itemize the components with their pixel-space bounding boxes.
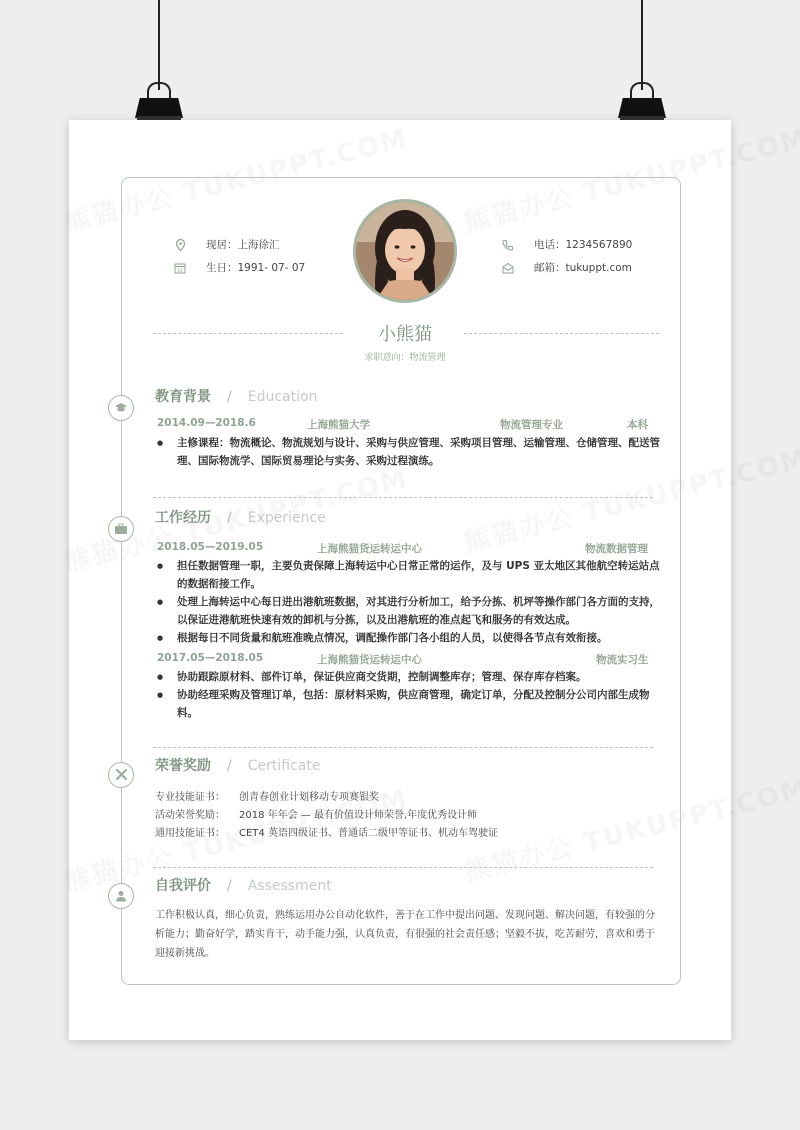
job-company: 上海熊猫货运转运中心	[317, 543, 422, 555]
phone-info	[502, 237, 632, 252]
certificate-row	[155, 806, 477, 821]
title-slash: /	[227, 878, 232, 894]
birth-value: 1991- 07- 07	[237, 261, 306, 274]
title-slash: /	[227, 389, 232, 405]
certificate-title: 荣誉奖励	[155, 758, 211, 774]
education-title-en: Education	[247, 389, 318, 405]
svg-text:31: 31	[177, 268, 183, 274]
email-value: tukuppt.com	[565, 261, 632, 274]
education-bullets	[155, 434, 660, 470]
mail-icon	[502, 262, 514, 274]
section-divider	[153, 747, 653, 748]
section-icon-assessment	[108, 883, 134, 909]
person-icon	[115, 887, 127, 906]
resume-paper	[69, 120, 731, 1040]
location-label: 现居：	[206, 239, 238, 251]
hanging-wire-left	[158, 0, 160, 90]
hanging-wire-right	[641, 0, 643, 90]
certificate-row	[155, 824, 498, 839]
job-position: 物流数据管理	[585, 543, 648, 555]
education-major: 物流管理专业	[500, 419, 563, 431]
certificate-title-en: Certificate	[247, 758, 321, 774]
assessment-title: 自我评价	[155, 878, 211, 894]
education-title: 教育背景	[155, 389, 211, 405]
tools-icon	[115, 766, 128, 785]
experience-title-en: Experience	[247, 510, 326, 526]
briefcase-icon	[114, 520, 128, 539]
calendar-icon	[174, 262, 186, 274]
job-bullets	[155, 668, 660, 722]
header-divider-right	[464, 333, 659, 334]
phone-label: 电话：	[534, 239, 566, 251]
birth-info	[174, 260, 305, 275]
phone-value: 1234567890	[565, 238, 633, 251]
candidate-name: 小熊猫	[378, 324, 432, 345]
profile-photo	[353, 199, 457, 303]
email-info	[502, 260, 632, 275]
section-title-assessment	[155, 875, 332, 895]
birth-label: 生日：	[206, 262, 238, 274]
job-intent: 求职意向：物流管理	[364, 353, 446, 363]
email-label: 邮箱：	[534, 262, 566, 274]
section-title-certificate	[155, 755, 320, 775]
job-date: 2018.05—2019.05	[157, 541, 264, 553]
education-degree: 本科	[627, 419, 648, 431]
certificate-value: CET4 英语四级证书、普通话二级甲等证书、机动车驾驶证	[239, 828, 498, 839]
assessment-title-en: Assessment	[247, 878, 332, 894]
certificate-value: 创青春创业计划移动专项赛银奖	[239, 792, 379, 803]
section-title-education	[155, 386, 317, 406]
certificate-label: 通用技能证书：	[155, 828, 225, 839]
certificate-label: 活动荣誉奖励：	[155, 810, 225, 821]
section-icon-certificate	[108, 762, 134, 788]
list-item: ● 担任数据管理一职，主要负责保障上海转运中心日常正常的运作，及与 UPS 亚太地区其他航空转运站点的数据衔接工作。	[155, 557, 660, 593]
list-item: ● 主修课程：物流概论、物流规划与设计、采购与供应管理、采购项目管理、运输管理、仓储管理、配送管理、国际物流学、国际贸易理论与实务、采购过程演练。	[155, 434, 660, 470]
list-item: ● 协助跟踪原材料、部件订单，保证供应商交货期，控制调整库存；管理、保存库存档案。	[155, 668, 660, 686]
education-school: 上海熊猫大学	[307, 419, 370, 431]
certificate-row	[155, 788, 379, 803]
job-company: 上海熊猫货运转运中心	[317, 654, 422, 666]
location-info	[174, 237, 280, 252]
section-title-experience	[155, 507, 326, 527]
header-divider-left	[153, 333, 343, 334]
experience-title: 工作经历	[155, 510, 211, 526]
phone-icon	[502, 239, 514, 251]
section-icon-experience	[108, 516, 134, 542]
certificate-label: 专业技能证书：	[155, 792, 225, 803]
education-date: 2014.09—2018.6	[157, 417, 256, 429]
assessment-text: 工作积极认真，细心负责，熟练运用办公自动化软件，善于在工作中提出问题、发现问题、解决问题，有较强的分析能力；勤奋好学，踏实肯干，动手能力强，认真负责，有很强的社会责任感；坚毅不拔，吃苦耐劳，喜欢和勇于迎接新挑战。	[155, 910, 655, 959]
title-slash: /	[227, 758, 232, 774]
job-bullets	[155, 557, 660, 647]
certificate-value: 2018 年年会 — 最有价值设计师荣誉,年度优秀设计师	[239, 810, 478, 821]
list-item: ● 处理上海转运中心每日进出港航班数据，对其进行分析加工，给予分拣、机坪等操作部门各方面的支持，以保证进港航班快速有效的卸机与分拣，以及出港航班的准点起飞和服务的有效达成。	[155, 593, 660, 629]
job-position: 物流实习生	[596, 654, 649, 666]
job-date: 2017.05—2018.05	[157, 652, 264, 664]
list-item: ● 协助经理采购及管理订单，包括：原材料采购，供应商管理，确定订单，分配及控制分公司内部生成物料。	[155, 686, 660, 722]
location-pin-icon	[174, 239, 186, 251]
title-slash: /	[227, 510, 232, 526]
location-value: 上海徐汇	[237, 239, 280, 251]
graduation-cap-icon	[114, 399, 128, 418]
section-divider	[153, 867, 653, 868]
list-item: ● 根据每日不同货量和航班准晚点情况，调配操作部门各小组的人员，以使得各节点有效衔接。	[155, 629, 660, 647]
section-icon-education	[108, 395, 134, 421]
section-divider	[153, 497, 653, 498]
